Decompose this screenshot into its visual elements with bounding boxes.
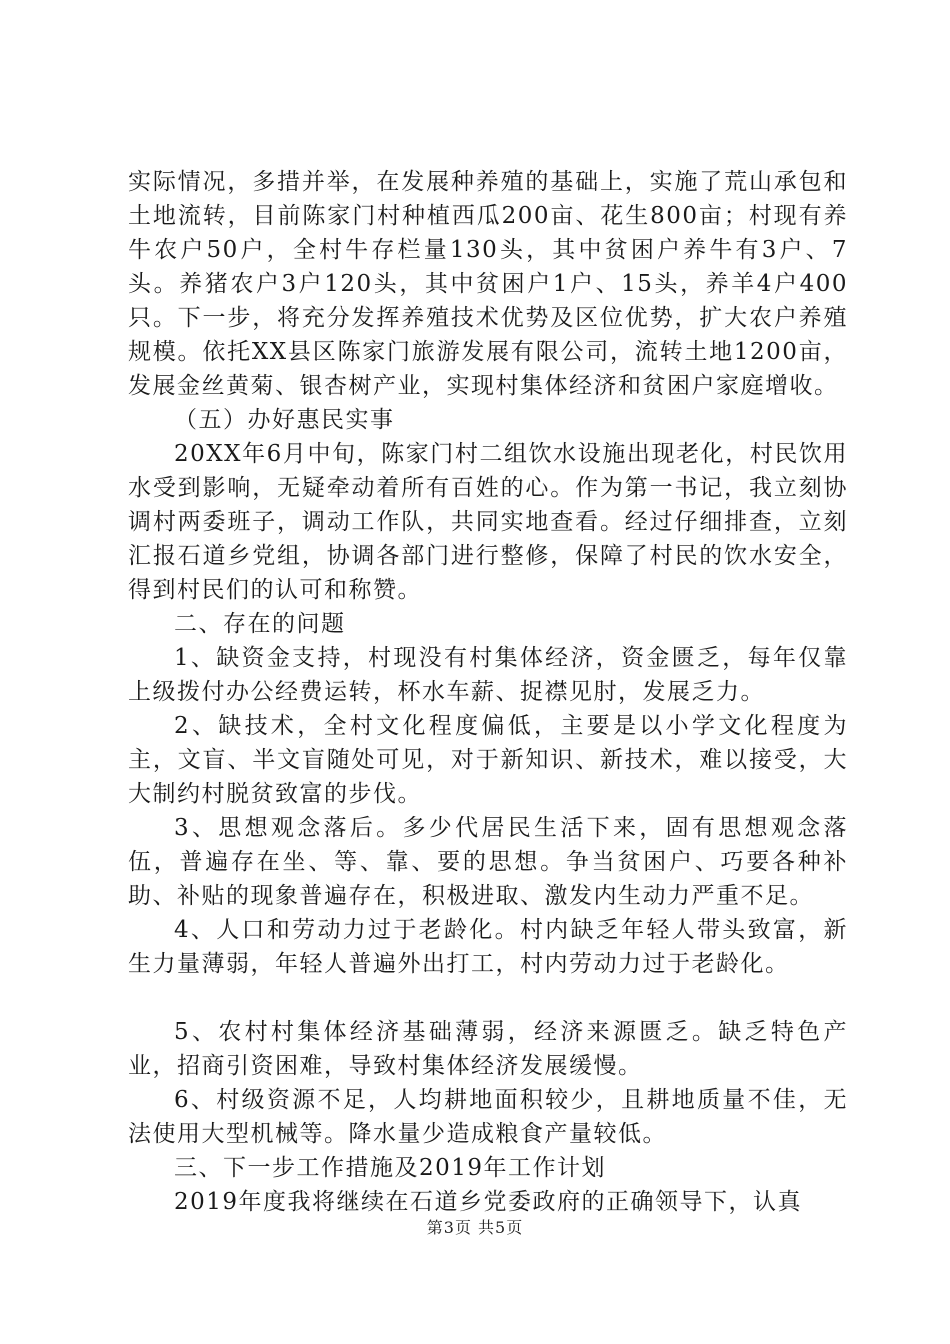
heading-benefit-projects: （五）办好惠民实事 xyxy=(174,407,395,433)
page-number-footer: 第3页 共5页 xyxy=(426,1218,524,1237)
problem-item-funding: 1、缺资金支持，村现没有村集体经济，资金匮乏，每年仅靠上级拨付办公经费运转，杯水车薪、捉襟见肘，发展乏力。 xyxy=(128,645,848,705)
problem-item-technology: 2、缺技术，全村文化程度偏低，主要是以小学文化程度为主，文盲、半文盲随处可见，对于新知识、新技术，难以接受，大大制约村脱贫致富的步伐。 xyxy=(128,713,848,807)
paragraph-2019-plan: 2019年度我将继续在石道乡党委政府的正确领导下，认真 xyxy=(174,1189,803,1215)
problem-item-economy: 5、农村村集体经济基础薄弱，经济来源匮乏。缺乏特色产业，招商引资困难，导致村集体经济发展缓慢。 xyxy=(128,1019,848,1079)
problem-item-aging: 4、人口和劳动力过于老龄化。村内缺乏年轻人带头致富，新生力量薄弱，年轻人普遍外出打工，村内劳动力过于老龄化。 xyxy=(128,917,848,977)
heading-existing-problems: 二、存在的问题 xyxy=(174,611,346,637)
document-body xyxy=(128,165,848,1219)
problem-item-mindset: 3、思想观念落后。多少代居民生活下来，固有思想观念落伍，普遍存在坐、等、靠、要的思想。争当贫困户、巧要各种补助、补贴的现象普遍存在，积极进取、激发内生动力严重不足。 xyxy=(128,815,848,909)
blank-line xyxy=(128,981,848,1015)
heading-next-steps: 三、下一步工作措施及2019年工作计划 xyxy=(174,1155,607,1181)
problem-item-resources: 6、村级资源不足，人均耕地面积较少，且耕地质量不佳，无法使用大型机械等。降水量少造成粮食产量较低。 xyxy=(128,1087,848,1147)
paragraph-water-supply: 20XX年6月中旬，陈家门村二组饮水设施出现老化，村民饮用水受到影响，无疑牵动着所有百姓的心。作为第一书记，我立刻协调村两委班子，调动工作队，共同实地查看。经过仔细排查，立刻汇报石道乡党组，协调各部门进行整修，保障了村民的饮水安全，得到村民们的认可和称赞。 xyxy=(128,441,848,603)
paragraph-planting-breeding: 实际情况，多措并举，在发展种养殖的基础上，实施了荒山承包和土地流转，目前陈家门村种植西瓜200亩、花生800亩；村现有养牛农户50户，全村牛存栏量130头，其中贫困户养牛有3户、7头。养猪农户3户120头，其中贫困户1户、15头，养羊4户400只。下一步，将充分发挥养殖技术优势及区位优势，扩大农户养殖规模。依托XX县区陈家门旅游发展有限公司，流转土地1200亩，发展金丝黄菊、银杏树产业，实现村集体经济和贫困户家庭增收。 xyxy=(128,169,848,399)
